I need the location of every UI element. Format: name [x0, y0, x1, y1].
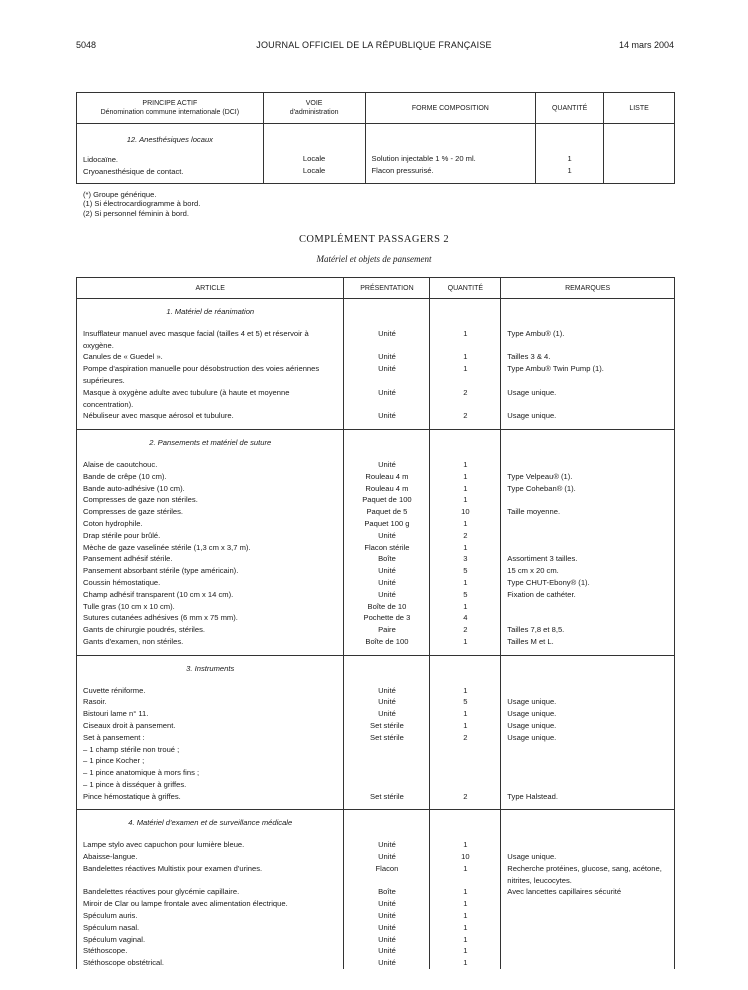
- table-row: [77, 922, 675, 934]
- quantity-cell: 1: [430, 685, 501, 697]
- quantity-cell: 1: [430, 636, 501, 648]
- quantity-cell: 1: [430, 934, 501, 946]
- quantity-cell: [430, 767, 501, 779]
- presentation-cell: Boîte: [344, 886, 430, 898]
- table-row: [77, 945, 675, 957]
- empty-cell: [501, 299, 675, 328]
- table-row: [77, 518, 675, 530]
- presentation-cell: Paire: [344, 624, 430, 636]
- col-header-presentation: PRÉSENTATION: [344, 278, 430, 299]
- presentation-cell: Boîte de 100: [344, 636, 430, 648]
- footnote: (2) Si personnel féminin à bord.: [83, 208, 189, 218]
- presentation-cell: Rouleau 4 m: [344, 483, 430, 495]
- presentation-cell: Set stérile: [344, 791, 430, 803]
- article-cell: Gants de chirurgie poudrés, stériles.: [77, 624, 344, 636]
- quantity-cell: 1: [430, 898, 501, 910]
- remark-cell: Fixation de cathéter.: [501, 589, 675, 601]
- table-row: [77, 720, 675, 732]
- article-cell: Bande de crêpe (10 cm).: [77, 471, 344, 483]
- group-spacer: [77, 802, 675, 810]
- remark-cell: Usage unique.: [501, 732, 675, 744]
- table-row: [77, 708, 675, 720]
- table-row: [77, 755, 675, 767]
- quantity-cell: 1: [430, 601, 501, 613]
- presentation-cell: [344, 744, 430, 756]
- quantity-cell: 2: [430, 387, 501, 411]
- article-cell: Bistouri lame n° 11.: [77, 708, 344, 720]
- table-row: [77, 886, 675, 898]
- table-row: [77, 744, 675, 756]
- voie-value: Locale: [302, 165, 326, 175]
- table-row: [77, 553, 675, 565]
- empty-cell: [430, 655, 501, 684]
- table-row: [77, 898, 675, 910]
- presentation-cell: Unité: [344, 957, 430, 969]
- group-title: 3. Instruments: [77, 655, 344, 684]
- table-row: [77, 483, 675, 495]
- table-row: [77, 589, 675, 601]
- article-cell: Masque à oxygène adulte avec tubulure (à haute et moyenne concentration).: [77, 387, 344, 411]
- empty-cell: [344, 299, 430, 328]
- dci-cell: [77, 124, 264, 184]
- remark-cell: 15 cm x 20 cm.: [501, 565, 675, 577]
- presentation-cell: Unité: [344, 685, 430, 697]
- quantity-cell: 1: [430, 910, 501, 922]
- group-spacer: [77, 648, 675, 656]
- presentation-cell: Paquet de 100: [344, 494, 430, 506]
- voie-cell: [263, 124, 365, 184]
- table-row: [77, 839, 675, 851]
- remark-cell: [501, 518, 675, 530]
- table-row: [77, 542, 675, 554]
- remark-cell: [501, 779, 675, 791]
- remark-cell: [501, 767, 675, 779]
- spacer-cell: [501, 802, 675, 810]
- remark-cell: [501, 494, 675, 506]
- presentation-cell: Unité: [344, 851, 430, 863]
- spacer-cell: [430, 422, 501, 430]
- empty-cell: [344, 430, 430, 459]
- quantity-cell: 1: [430, 945, 501, 957]
- quantity-cell: 1: [430, 494, 501, 506]
- quantity-cell: 5: [430, 589, 501, 601]
- article-cell: Compresses de gaze stériles.: [77, 506, 344, 518]
- article-cell: Coton hydrophile.: [77, 518, 344, 530]
- remark-cell: [501, 934, 675, 946]
- col-header-liste: LISTE: [604, 93, 675, 124]
- remark-cell: Taille moyenne.: [501, 506, 675, 518]
- article-cell: Pompe d'aspiration manuelle pour désobstruction des voies aériennes supérieures.: [77, 363, 344, 387]
- qty-value: 1: [567, 154, 572, 163]
- section-title: 12. Anesthésiques locaux: [126, 135, 213, 144]
- empty-cell: [344, 810, 430, 839]
- group-title-row: [77, 655, 675, 684]
- group-spacer: [77, 422, 675, 430]
- presentation-cell: Unité: [344, 910, 430, 922]
- col-header-article: ARTICLE: [77, 278, 344, 299]
- table-row: [77, 767, 675, 779]
- remark-cell: Avec lancettes capillaires sécurité: [501, 886, 675, 898]
- qty-value: 1: [567, 165, 572, 175]
- footnote: (*) Groupe générique.: [83, 190, 157, 199]
- quantity-cell: 10: [430, 506, 501, 518]
- empty-cell: [430, 810, 501, 839]
- spacer-cell: [344, 802, 430, 810]
- quantity-cell: 1: [430, 957, 501, 969]
- table-row: [77, 624, 675, 636]
- table-row: [77, 779, 675, 791]
- remark-cell: [501, 755, 675, 767]
- presentation-cell: Flacon stérile: [344, 542, 430, 554]
- remark-cell: [501, 839, 675, 851]
- spacer-cell: [430, 802, 501, 810]
- quantity-cell: 3: [430, 553, 501, 565]
- section-subheading: Matériel et objets de pansement: [316, 254, 432, 264]
- presentation-cell: Unité: [344, 898, 430, 910]
- remark-cell: [501, 542, 675, 554]
- remark-cell: Tailles M et L.: [501, 636, 675, 648]
- remark-cell: [501, 612, 675, 624]
- table-body: [77, 299, 675, 970]
- empty-cell: [430, 430, 501, 459]
- table-row: [77, 732, 675, 744]
- table-row: [77, 410, 675, 422]
- presentation-cell: Unité: [344, 387, 430, 411]
- remark-cell: Recherche protéines, glucose, sang, acétone, nitrites, leucocytes.: [501, 863, 675, 887]
- col-header-quantite: QUANTITÉ: [430, 278, 501, 299]
- remark-cell: [501, 530, 675, 542]
- voie-value: Locale: [302, 154, 326, 163]
- dressing-materials-table: [76, 277, 675, 969]
- liste-cell: [604, 124, 675, 184]
- quantity-cell: 5: [430, 565, 501, 577]
- presentation-cell: Boîte de 10: [344, 601, 430, 613]
- quantity-cell: 1: [430, 863, 501, 887]
- article-cell: Champ adhésif transparent (10 cm x 14 cm).: [77, 589, 344, 601]
- presentation-cell: Unité: [344, 589, 430, 601]
- presentation-cell: [344, 779, 430, 791]
- remark-cell: [501, 957, 675, 969]
- remark-cell: Type Halstead.: [501, 791, 675, 803]
- quantity-cell: 1: [430, 542, 501, 554]
- spacer-cell: [501, 422, 675, 430]
- table-row: [77, 565, 675, 577]
- remark-cell: Type Velpeau® (1).: [501, 471, 675, 483]
- table-row: [77, 612, 675, 624]
- presentation-cell: Paquet de 5: [344, 506, 430, 518]
- presentation-cell: [344, 767, 430, 779]
- spacer-cell: [501, 648, 675, 656]
- article-cell: Coussin hémostatique.: [77, 577, 344, 589]
- presentation-cell: Unité: [344, 839, 430, 851]
- table-row: [77, 957, 675, 969]
- table-row: [77, 863, 675, 887]
- presentation-cell: [344, 755, 430, 767]
- spacer-cell: [344, 422, 430, 430]
- remark-cell: Tailles 3 & 4.: [501, 351, 675, 363]
- quantite-cell: [536, 124, 604, 184]
- col-header-dci: PRINCIPE ACTIF Dénomination commune internationale (DCI): [77, 93, 264, 124]
- article-cell: Pansement absorbant stérile (type américain).: [77, 565, 344, 577]
- article-cell: Pansement adhésif stérile.: [77, 553, 344, 565]
- footnote: (1) Si électrocardiogramme à bord.: [83, 199, 201, 209]
- forme-value: Flacon pressurisé.: [371, 165, 434, 175]
- group-title-row: [77, 430, 675, 459]
- remark-cell: [501, 685, 675, 697]
- table-row: [77, 601, 675, 613]
- col-header-voie: VOIE d'administration: [263, 93, 365, 124]
- article-cell: Miroir de Clar ou lampe frontale avec alimentation électrique.: [77, 898, 344, 910]
- quantity-cell: 2: [430, 732, 501, 744]
- table-row: [77, 910, 675, 922]
- article-cell: Set à pansement :: [77, 732, 344, 744]
- remark-cell: [501, 744, 675, 756]
- article-cell: Bandelettes réactives Multistix pour examen d'urines.: [77, 863, 344, 887]
- presentation-cell: Boîte: [344, 553, 430, 565]
- forme-cell: [365, 124, 536, 184]
- article-cell: Compresses de gaze non stériles.: [77, 494, 344, 506]
- quantity-cell: 10: [430, 851, 501, 863]
- presentation-cell: Unité: [344, 459, 430, 471]
- article-cell: Spéculum nasal.: [77, 922, 344, 934]
- table-row: [77, 363, 675, 387]
- col-header-remarques: REMARQUES: [501, 278, 675, 299]
- presentation-cell: Set stérile: [344, 720, 430, 732]
- presentation-cell: Flacon: [344, 863, 430, 887]
- table-row: [77, 934, 675, 946]
- page-number: 5048: [76, 40, 97, 50]
- article-cell: Sutures cutanées adhésives (6 mm x 75 mm).: [77, 612, 344, 624]
- group-title: 1. Matériel de réanimation: [77, 299, 344, 328]
- empty-cell: [501, 430, 675, 459]
- article-cell: Ciseaux droit à pansement.: [77, 720, 344, 732]
- quantity-cell: 1: [430, 483, 501, 495]
- quantity-cell: 1: [430, 471, 501, 483]
- article-cell: – 1 pince à disséquer à griffes.: [77, 779, 344, 791]
- empty-cell: [501, 655, 675, 684]
- article-cell: Tulle gras (10 cm x 10 cm).: [77, 601, 344, 613]
- presentation-cell: Unité: [344, 922, 430, 934]
- presentation-cell: Unité: [344, 945, 430, 957]
- article-cell: Stéthoscope obstétrical.: [77, 957, 344, 969]
- table-row: [77, 791, 675, 803]
- presentation-cell: Unité: [344, 696, 430, 708]
- quantity-cell: 1: [430, 363, 501, 387]
- presentation-cell: Unité: [344, 351, 430, 363]
- journal-title: JOURNAL OFFICIEL DE LA RÉPUBLIQUE FRANÇAISE: [256, 40, 492, 50]
- article-cell: Drap stérile pour brûlé.: [77, 530, 344, 542]
- table-row: [77, 328, 675, 352]
- quantity-cell: 1: [430, 328, 501, 352]
- article-cell: – 1 pince Kocher ;: [77, 755, 344, 767]
- presentation-cell: Paquet 100 g: [344, 518, 430, 530]
- article-cell: Insufflateur manuel avec masque facial (tailles 4 et 5) et réservoir à oxygène.: [77, 328, 344, 352]
- article-cell: Spéculum auris.: [77, 910, 344, 922]
- presentation-cell: Set stérile: [344, 732, 430, 744]
- presentation-cell: Unité: [344, 577, 430, 589]
- empty-cell: [344, 655, 430, 684]
- table-row: [77, 351, 675, 363]
- article-cell: – 1 champ stérile non troué ;: [77, 744, 344, 756]
- spacer-cell: [77, 648, 344, 656]
- article-cell: Nébuliseur avec masque aérosol et tubulure.: [77, 410, 344, 422]
- quantity-cell: 1: [430, 839, 501, 851]
- table-row: Lidocaïne.: [83, 154, 119, 164]
- presentation-cell: Unité: [344, 934, 430, 946]
- quantity-cell: 2: [430, 530, 501, 542]
- table-row: [77, 685, 675, 697]
- quantity-cell: 5: [430, 696, 501, 708]
- remark-cell: Usage unique.: [501, 387, 675, 411]
- remark-cell: Usage unique.: [501, 410, 675, 422]
- quantity-cell: [430, 744, 501, 756]
- quantity-cell: 1: [430, 351, 501, 363]
- remark-cell: [501, 601, 675, 613]
- spacer-cell: [77, 802, 344, 810]
- table-row: [77, 851, 675, 863]
- group-title-row: [77, 810, 675, 839]
- presentation-cell: Unité: [344, 708, 430, 720]
- article-cell: Bandelettes réactives pour glycémie capillaire.: [77, 886, 344, 898]
- article-cell: Canules de « Guedel ».: [77, 351, 344, 363]
- presentation-cell: Unité: [344, 530, 430, 542]
- remark-cell: Type Coheban® (1).: [501, 483, 675, 495]
- table-row: [77, 506, 675, 518]
- quantity-cell: 2: [430, 791, 501, 803]
- quantity-cell: 2: [430, 624, 501, 636]
- quantity-cell: 2: [430, 410, 501, 422]
- article-cell: Pince hémostatique à griffes.: [77, 791, 344, 803]
- article-cell: – 1 pince anatomique à mors fins ;: [77, 767, 344, 779]
- quantity-cell: 1: [430, 459, 501, 471]
- table-row: [77, 696, 675, 708]
- table-row: [77, 387, 675, 411]
- remark-cell: Usage unique.: [501, 708, 675, 720]
- col-header-quantite: QUANTITÉ: [536, 93, 604, 124]
- presentation-cell: Unité: [344, 328, 430, 352]
- quantity-cell: 1: [430, 577, 501, 589]
- spacer-cell: [77, 422, 344, 430]
- group-title: 2. Pansements et matériel de suture: [77, 430, 344, 459]
- presentation-cell: Unité: [344, 410, 430, 422]
- article-cell: Alaise de caoutchouc.: [77, 459, 344, 471]
- remark-cell: Type Ambu® (1).: [501, 328, 675, 352]
- remark-cell: Usage unique.: [501, 851, 675, 863]
- remark-cell: Assortiment 3 tailles.: [501, 553, 675, 565]
- quantity-cell: 1: [430, 708, 501, 720]
- table-row: [77, 577, 675, 589]
- article-cell: Mèche de gaze vaselinée stérile (1,3 cm x 3,7 m).: [77, 542, 344, 554]
- remark-cell: [501, 945, 675, 957]
- table-row: Cryoanesthésique de contact.: [83, 166, 184, 176]
- article-cell: Cuvette réniforme.: [77, 685, 344, 697]
- remark-cell: Usage unique.: [501, 696, 675, 708]
- presentation-cell: Rouleau 4 m: [344, 471, 430, 483]
- quantity-cell: [430, 779, 501, 791]
- presentation-cell: Pochette de 3: [344, 612, 430, 624]
- forme-value: Solution injectable 1 % - 20 ml.: [371, 154, 476, 163]
- col-header-forme: FORME COMPOSITION: [365, 93, 536, 124]
- quantity-cell: 1: [430, 922, 501, 934]
- remark-cell: [501, 910, 675, 922]
- remark-cell: [501, 922, 675, 934]
- publication-date: 14 mars 2004: [618, 40, 674, 50]
- footnotes: [83, 190, 200, 218]
- empty-cell: [430, 299, 501, 328]
- table-row: [77, 459, 675, 471]
- presentation-cell: Unité: [344, 363, 430, 387]
- article-cell: Rasoir.: [77, 696, 344, 708]
- article-cell: Bande auto-adhésive (10 cm).: [77, 483, 344, 495]
- anesthetics-table: [76, 92, 675, 184]
- quantity-cell: 4: [430, 612, 501, 624]
- spacer-cell: [344, 648, 430, 656]
- group-title: 4. Matériel d'examen et de surveillance médicale: [77, 810, 344, 839]
- table-row: [77, 530, 675, 542]
- remark-cell: Type Ambu® Twin Pump (1).: [501, 363, 675, 387]
- article-cell: Lampe stylo avec capuchon pour lumière bleue.: [77, 839, 344, 851]
- remark-cell: [501, 898, 675, 910]
- article-cell: Gants d'examen, non stériles.: [77, 636, 344, 648]
- article-cell: Spéculum vaginal.: [77, 934, 344, 946]
- group-title-row: [77, 299, 675, 328]
- table-row: [77, 636, 675, 648]
- table-row: [77, 494, 675, 506]
- remark-cell: [501, 459, 675, 471]
- quantity-cell: 1: [430, 886, 501, 898]
- table-row: [77, 471, 675, 483]
- section-heading: COMPLÉMENT PASSAGERS 2: [298, 234, 449, 245]
- remark-cell: Usage unique.: [501, 720, 675, 732]
- remark-cell: Tailles 7,8 et 8,5.: [501, 624, 675, 636]
- empty-cell: [501, 810, 675, 839]
- page-header: [0, 40, 748, 54]
- spacer-cell: [430, 648, 501, 656]
- quantity-cell: 1: [430, 720, 501, 732]
- quantity-cell: 1: [430, 518, 501, 530]
- quantity-cell: [430, 755, 501, 767]
- remark-cell: Type CHUT-Ebony® (1).: [501, 577, 675, 589]
- presentation-cell: Unité: [344, 565, 430, 577]
- article-cell: Abaisse-langue.: [77, 851, 344, 863]
- article-cell: Stéthoscope.: [77, 945, 344, 957]
